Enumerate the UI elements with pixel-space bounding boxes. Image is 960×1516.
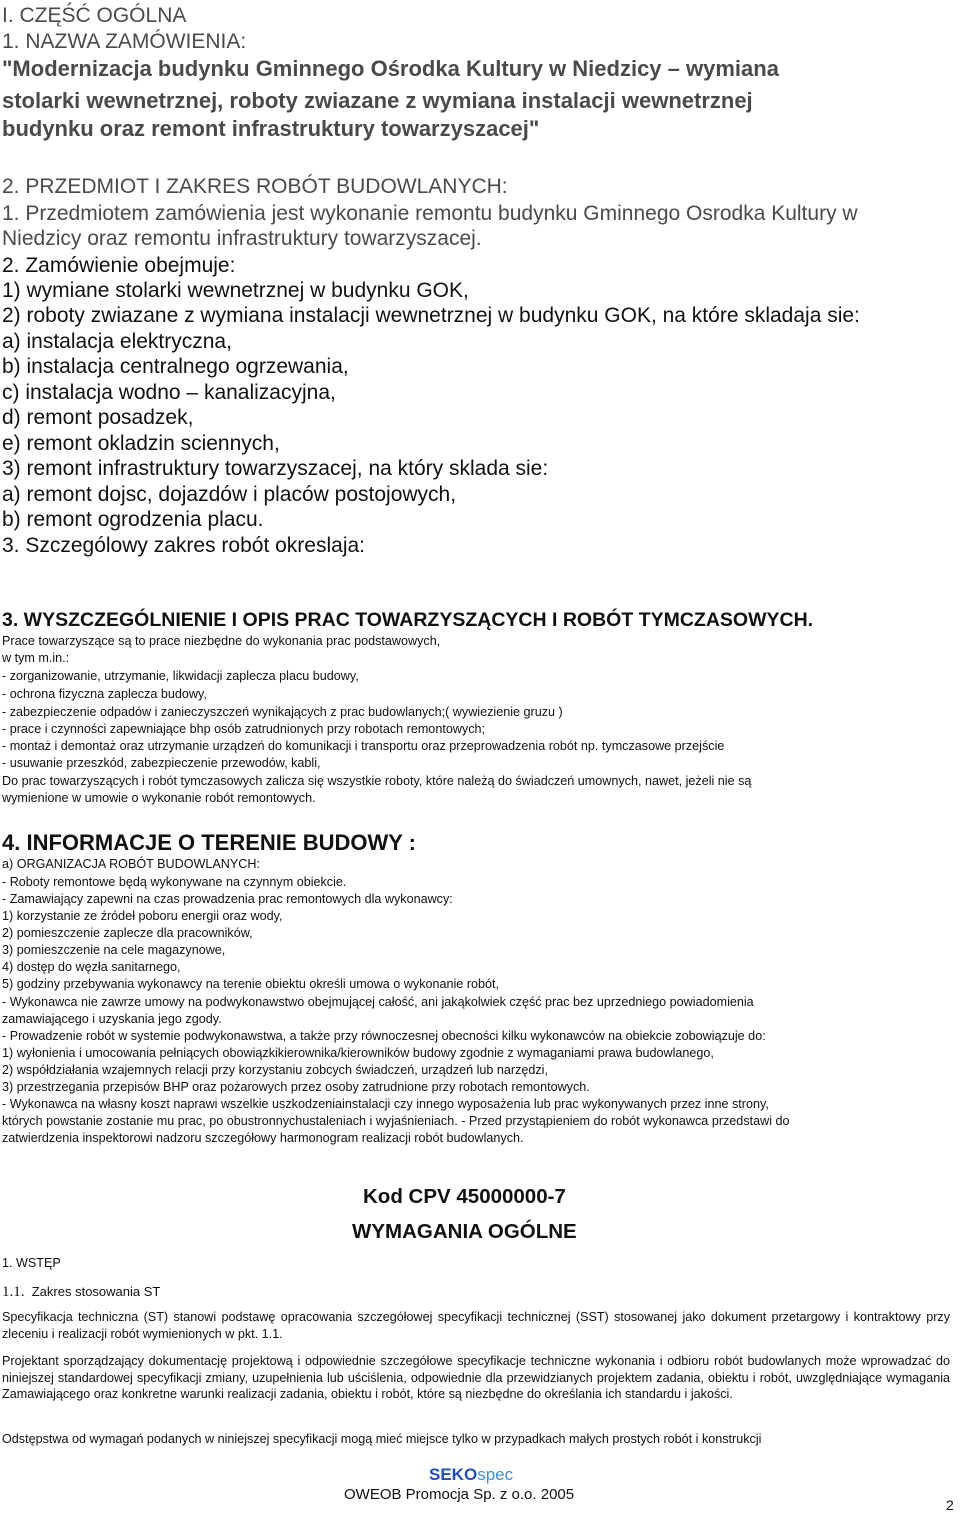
- page-number: 2: [946, 1497, 954, 1513]
- scope-line: 2. Zamówienie obejmuje:: [2, 254, 236, 277]
- site-line: 3) przestrzegania przepisów BHP oraz pożarowych przez osoby zatrudnione przy robotach remontowych.: [2, 1080, 590, 1094]
- intro-paragraph: Specyfikacja techniczna (ST) stanowi podstawę opracowania szczegółowej specyfikacji technicznej (SST) stosowanej jako dokument przetargowy i kontraktowy przy zleceniu i realizacji robót wymienionych w pkt. 1.1.: [2, 1310, 950, 1341]
- order-title-line: budynku oraz remont infrastruktury towarzyszacej": [2, 116, 540, 141]
- works-line: w tym m.in.:: [2, 651, 70, 665]
- works-line: Prace towarzyszące są to prace niezbędne do wykonania prac podstawowych,: [2, 634, 441, 648]
- intro-paragraph: Projektant sporządzający dokumentację projektową i odpowiednie szczegółowe specyfikacje techniczne wykonania i odbioru robót budowlanych może wprowadzać do niniejszej standardowej specyfikacji zmiany, uzupełnienia lub uściślenia, odpowiednie dla przewidzianych projektem zadania, obiektu i robót, uwzględniające wymagania Zamawiającego oraz konkretne warunki realizacji zadania, obiektu i robót, które są niezbędne do określania ich standardu i jakości.: [2, 1354, 950, 1402]
- site-line: - Zamawiający zapewni na czas prowadzenia prac remontowych dla wykonawcy:: [2, 892, 453, 906]
- site-line: - Prowadzenie robót w systemie podwykonawstwa, a także przy równoczesnej obecności kilku wykonawców na obiekcie zobowiązuje do:: [2, 1029, 766, 1043]
- works-line: - usuwanie przeszkód, zabezpieczenie przewodów, kabli,: [2, 756, 321, 770]
- site-line: zamawiającego i uzyskania jego zgody.: [2, 1012, 222, 1026]
- site-line: 1) korzystanie ze źródeł poboru energii oraz wody,: [2, 909, 283, 923]
- works-heading: 3. WYSZCZEGÓLNIENIE I OPIS PRAC TOWARZYSZĄCYCH I ROBÓT TYMCZASOWYCH.: [2, 609, 814, 631]
- scope-line: a) remont dojsc, dojazdów i placów postojowych,: [2, 483, 457, 506]
- works-line: - zabezpieczenie odpadów i zanieczyszczeń wynikających z prac budowlanych;( wywiezienie gruzu ): [2, 705, 563, 719]
- sekospec-logo: [429, 1465, 513, 1485]
- site-heading: 4. INFORMACJE O TERENIE BUDOWY :: [2, 830, 416, 855]
- intro-subsection: [2, 1282, 160, 1302]
- scope-line: Niedzicy oraz remontu infrastruktury towarzyszacej.: [2, 227, 482, 250]
- works-line: Do prac towarzyszących i robót tymczasowych zalicza się wszystkie roboty, które należą do świadczeń umownych, nawet, jeżeli nie są: [2, 774, 752, 788]
- scope-line: 1. Przedmiotem zamówienia jest wykonanie remontu budynku Gminnego Osrodka Kultury w: [2, 202, 858, 225]
- site-line: 2) współdziałania wzajemnych relacji przy korzystaniu zobcych świadczeń, urządzeń lub narzędzi,: [2, 1063, 548, 1077]
- site-line: 4) dostęp do węzła sanitarnego,: [2, 960, 181, 974]
- site-line: których powstanie zostanie mu prac, po obustronnychustaleniach i wyjaśnieniach. - Przed przystąpieniem do robót wykonawca przedstawi do: [2, 1114, 790, 1128]
- subsection-number: 1.1.: [2, 1284, 25, 1300]
- cpv-title: WYMAGANIA OGÓLNE: [352, 1220, 577, 1243]
- site-line: 1) wyłonienia i umocowania pełniących obowiązkikierownika/kierowników budowy zgodnie z wymaganiami prawa budowlanego,: [2, 1046, 714, 1060]
- works-line: - zorganizowanie, utrzymanie, likwidacji zaplecza placu budowy,: [2, 669, 359, 683]
- scope-line: b) remont ogrodzenia placu.: [2, 508, 264, 531]
- site-line: 5) godziny przebywania wykonawcy na terenie obiektu określi umowa o wykonanie robót,: [2, 977, 500, 991]
- site-line: - Roboty remontowe będą wykonywane na czynnym obiekcie.: [2, 875, 347, 889]
- intro-heading: 1. WSTĘP: [2, 1256, 61, 1270]
- logo-text-seko: SEKO: [429, 1465, 478, 1484]
- logo-text-spec: spec: [477, 1465, 514, 1484]
- works-line: - ochrona fizyczna zaplecza budowy,: [2, 687, 207, 701]
- works-line: wymienione w umowie o wykonanie robót remontowych.: [2, 791, 316, 805]
- scope-line: d) remont posadzek,: [2, 406, 194, 429]
- site-line: 3) pomieszczenie na cele magazynowe,: [2, 943, 226, 957]
- scope-heading: 2. PRZEDMIOT I ZAKRES ROBÓT BUDOWLANYCH:: [2, 175, 508, 198]
- works-line: - prace i czynności zapewniające bhp osób zatrudnionych przy robotach remontowych;: [2, 722, 486, 736]
- site-line: 2) pomieszczenie zaplecze dla pracowników,: [2, 926, 253, 940]
- order-title-line: "Modernizacja budynku Gminnego Ośrodka Kultury w Niedzicy – wymiana: [2, 56, 779, 81]
- site-line: a) ORGANIZACJA ROBÓT BUDOWLANYCH:: [2, 857, 260, 871]
- scope-line: 3. Szczególowy zakres robót okreslaja:: [2, 534, 365, 557]
- scope-line: a) instalacja elektryczna,: [2, 330, 232, 353]
- scope-line: e) remont okladzin sciennych,: [2, 432, 280, 455]
- footer-company: OWEOB Promocja Sp. z o.o. 2005: [344, 1486, 575, 1503]
- order-name-label: 1. NAZWA ZAMÓWIENIA:: [2, 30, 247, 53]
- site-line: - Wykonawca na własny koszt naprawi wszelkie uszkodzeniainstalacji czy innego wyposażenia lub prac wykonywanych przez inne strony,: [2, 1097, 769, 1111]
- subsection-title: Zakres stosowania ST: [31, 1284, 161, 1299]
- order-title-line: stolarki wewnetrznej, roboty zwiazane z wymiana instalacji wewnetrznej: [2, 88, 753, 113]
- site-line: - Wykonawca nie zawrze umowy na podwykonawstwo obejmującej całość, ani jakąkolwiek część prac bez uprzedniego powiadomienia: [2, 995, 754, 1009]
- scope-line: 1) wymiane stolarki wewnetrznej w budynku GOK,: [2, 279, 469, 302]
- site-line: zatwierdzenia inspektorowi nadzoru szczegółowy harmonogram realizacji robót budowlanych.: [2, 1131, 524, 1145]
- scope-line: 2) roboty zwiazane z wymiana instalacji wewnetrznej w budynku GOK, na które skladaja sie:: [2, 304, 860, 327]
- intro-paragraph: Odstępstwa od wymagań podanych w niniejszej specyfikacji mogą mieć miejsce tylko w przypadkach małych prostych robót i konstrukcji: [2, 1432, 762, 1446]
- works-line: - montaż i demontaż oraz utrzymanie urządzeń do komunikacji i transportu oraz przeprowadzenia robót np. tymczasowe przejście: [2, 739, 725, 753]
- section-heading: I. CZĘŚĆ OGÓLNA: [2, 4, 187, 27]
- scope-line: c) instalacja wodno – kanalizacyjna,: [2, 381, 336, 404]
- scope-line: 3) remont infrastruktury towarzyszacej, na który sklada sie:: [2, 457, 549, 480]
- scope-line: b) instalacja centralnego ogrzewania,: [2, 355, 349, 378]
- cpv-code: Kod CPV 45000000-7: [363, 1185, 566, 1208]
